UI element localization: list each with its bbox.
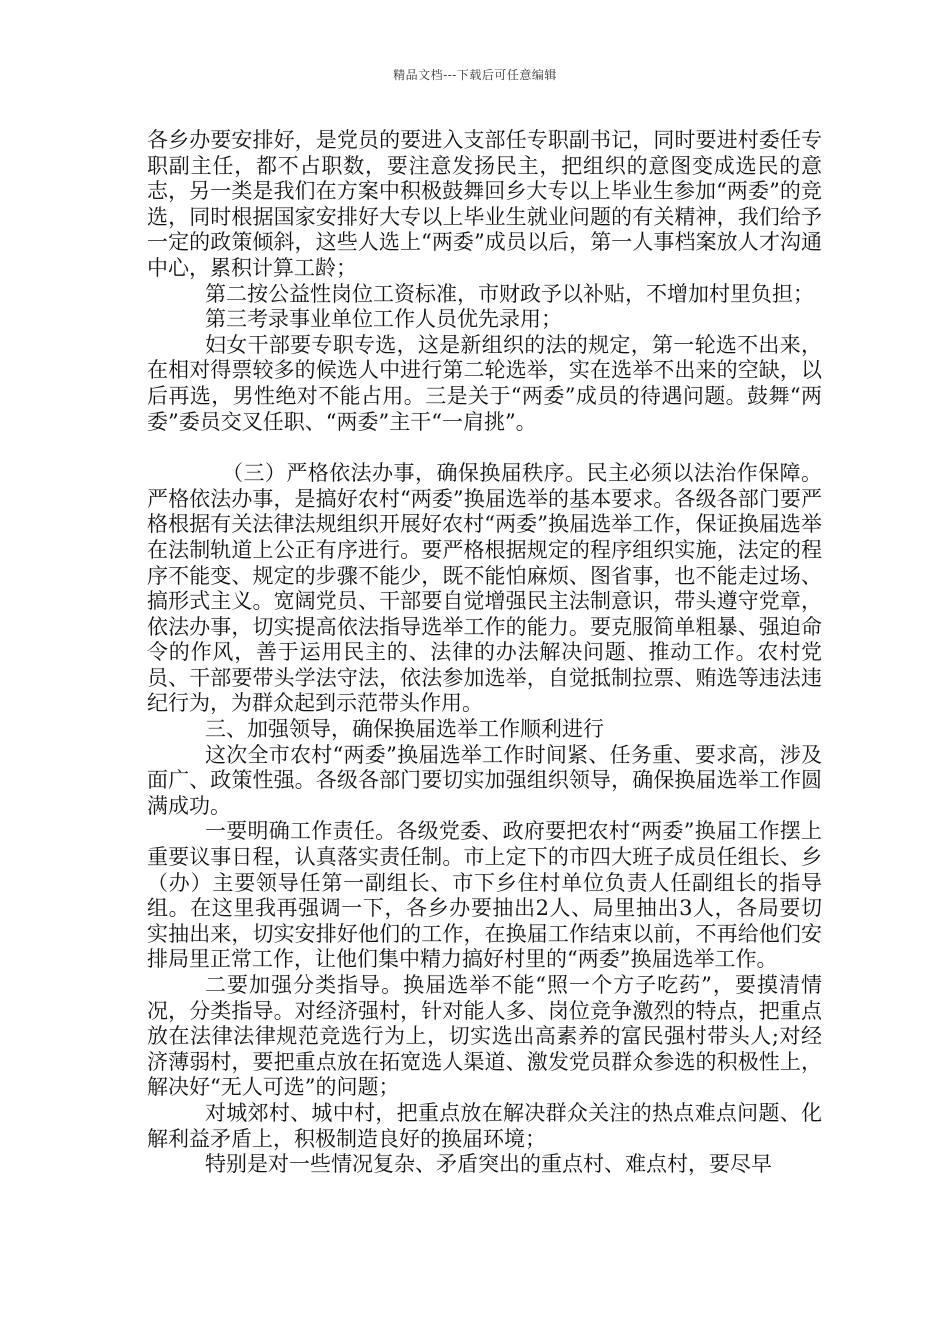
paragraph-2: 第二按公益性岗位工资标准，市财政予以补贴，不增加村里负担；	[205, 281, 814, 306]
paragraph-8: 一要明确工作责任。各级党委、政府要把农村“两委”换届工作摆上重要议事日程，认真落实责任制。市上定下的市四大班子成员任组长、乡（办）主要领导任第一副组长、市下乡住村单位负责人任副组长的指导组。在这里我再强调一下，各乡办要抽出2人、局里抽出3人，各局要切实抽出来，切实安排好他们的工作，在换届工作结束以前，不再给他们安排局里正常工作，让他们集中精力搞好村里的“两委”换届选举工作。	[147, 819, 822, 972]
paragraph-1: 各乡办要安排好，是党员的要进入支部任专职副书记，同时要进村委任专职副主任，都不占职数，要注意发扬民主，把组织的意图变成选民的意志，另一类是我们在方案中积极鼓舞回乡大专以上毕业生参加“两委”的竞选，同时根据国家安排好大专以上毕业生就业问题的有关精神，我们给予一定的政策倾斜，这些人选上“两委”成员以后，第一人事档案放人才沟通中心，累积计算工龄；	[147, 128, 822, 280]
document-body	[147, 128, 822, 1178]
paragraph-3: 第三考录事业单位工作人员优先录用；	[205, 307, 562, 332]
paragraph-7: 这次全市农村“两委”换届选举工作时间紧、任务重、要求高，涉及面广、政策性强。各级各部门要切实加强组织领导，确保换届选举工作圆满成功。	[147, 742, 822, 818]
section-three-paragraph: （三）严格依法办事，确保换届秩序。民主必须以法治作保障。严格依法办事，是搞好农村“两委”换届选举的基本要求。各级各部门要严格根据有关法律法规组织开展好农村“两委”换届选举工作，保证换届选举在法制轨道上公正有序进行。要严格根据规定的程序组织实施，法定的程序不能变、规定的步骤不能少，既不能怕麻烦、图省事，也不能走过场、搞形式主义。宽阔党员、干部要自觉增强民主法制意识，带头遵守党章，依法办事，切实提高依法指导选举工作的能力。要克服简单粗暴、强迫命令的作风，善于运用民主的、法律的办法解决问题、推动工作。农村党员、干部要带头学法守法，依法参加选举，自觉抵制拉票、贿选等违法违纪行为，为群众起到示范带头作用。	[147, 461, 822, 716]
paragraph-11: 特别是对一些情况复杂、矛盾突出的重点村、难点村，要尽早	[205, 1152, 772, 1177]
paragraph-9: 二要加强分类指导。换届选举不能“照一个方子吃药”，要摸清情况，分类指导。对经济强村，针对能人多、岗位竞争激烈的特点，把重点放在法律法律规范竞选行为上，切实选出高素养的富民强村带头人;对经济薄弱村，要把重点放在拓宽选人渠道、激发党员群众参选的积极性上，解决好“无人可选”的问题；	[147, 973, 822, 1100]
paragraph-10: 对城郊村、城中村，把重点放在解决群众关注的热点难点问题、化解利益矛盾上，积极制造良好的换届环境；	[147, 1100, 822, 1151]
page-header: 精品文档---下载后可任意编辑	[393, 68, 557, 82]
paragraph-4: 妇女干部要专职专选，这是新组织的法的规定，第一轮选不出来，在相对得票较多的候选人中进行第二轮选举，实在选举不出来的空缺，以后再选，男性绝对不能占用。三是关于“两委”成员的待遇问题。鼓舞“两委”委员交叉任职、“两委”主干“一肩挑”。	[147, 332, 822, 434]
section-heading: 三、加强领导，确保换届选举工作顺利进行	[205, 717, 604, 742]
